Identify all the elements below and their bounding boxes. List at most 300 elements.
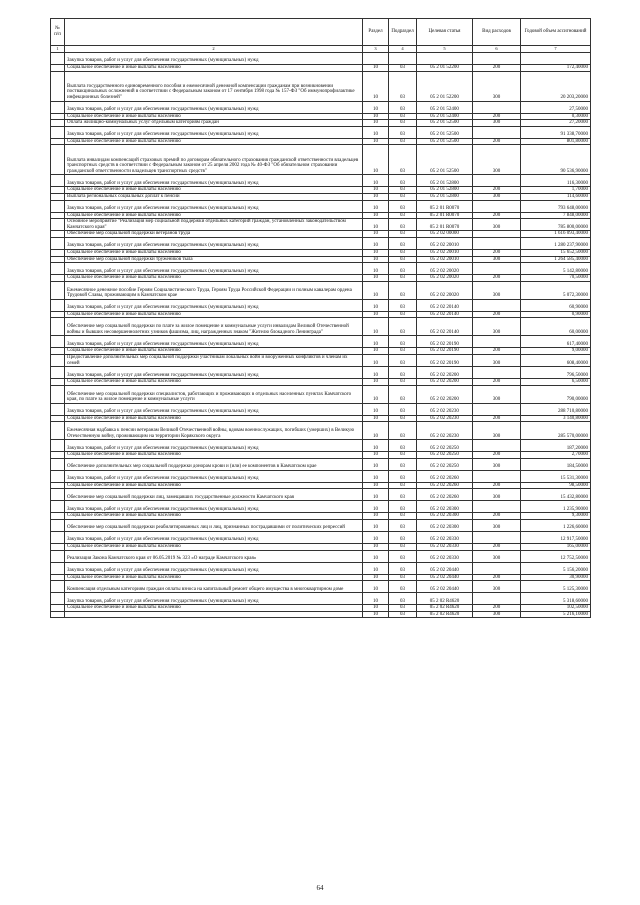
row-subsection-cell: 03 [389, 532, 417, 544]
row-target-article-cell: 05 2 02 20250 [417, 440, 473, 452]
row-subsection-cell: 03 [389, 415, 417, 422]
row-expense-type-cell: 200 [473, 113, 521, 120]
row-target-article-cell: 05 2 01 52800 [417, 193, 473, 200]
row-subsection-cell: 03 [389, 175, 417, 187]
row-amount-cell: 1 280 237,90000 [521, 237, 591, 249]
row-name-cell: Социальное обеспечение и иные выплаты населению [65, 482, 363, 489]
row-section-cell: 10 [363, 562, 389, 574]
row-number-cell [51, 65, 65, 72]
column-number: 1 [51, 46, 65, 53]
row-subsection-cell: 03 [389, 145, 417, 175]
row-expense-type-cell [473, 200, 521, 212]
row-number-cell [51, 256, 65, 263]
row-expense-type-cell [473, 403, 521, 415]
row-amount-cell: 790,00000 [521, 385, 591, 403]
table-row [51, 482, 591, 489]
row-expense-type-cell [473, 101, 521, 113]
row-target-article-cell: 05 2 02 20140 [417, 299, 473, 311]
row-name-cell: Социальное обеспечение и иные выплаты населению [65, 275, 363, 282]
row-number-cell [51, 231, 65, 238]
row-target-article-cell: 05 2 01 R0070 [417, 219, 473, 231]
row-name-cell: Закупка товаров, работ и услуг для обеспечения государственных (муниципальных) нужд [65, 237, 363, 249]
row-name-cell: Закупка товаров, работ и услуг для обеспечения государственных (муниципальных) нужд [65, 263, 363, 275]
row-section-cell: 10 [363, 145, 389, 175]
table-row [51, 175, 591, 187]
row-expense-type-cell: 300 [473, 318, 521, 336]
table-row [51, 275, 591, 282]
table-row [51, 219, 591, 231]
table-row [51, 403, 591, 415]
row-section-cell: 10 [363, 367, 389, 379]
row-section-cell: 10 [363, 120, 389, 127]
row-subsection-cell: 03 [389, 581, 417, 593]
row-subsection-cell: 03 [389, 550, 417, 562]
table-row [51, 379, 591, 386]
row-subsection-cell: 03 [389, 193, 417, 200]
row-number-cell [51, 354, 65, 366]
table-header [51, 19, 591, 53]
row-number-cell [51, 193, 65, 200]
table-row [51, 281, 591, 299]
row-name-cell: Предоставление дополнительных мер социальной поддержки участникам локальных войн и вооруженных конфликтов и членам их семей [65, 354, 363, 366]
row-amount-cell: 617,40000 [521, 336, 591, 348]
row-section-cell: 10 [363, 440, 389, 452]
row-name-cell: Социальное обеспечение и иные выплаты населению [65, 311, 363, 318]
row-section-cell: 10 [363, 187, 389, 194]
row-number-cell [51, 120, 65, 127]
row-name-cell: Закупка товаров, работ и услуг для обеспечения государственных (муниципальных) нужд [65, 440, 363, 452]
row-subsection-cell: 03 [389, 126, 417, 138]
table-row [51, 611, 591, 618]
row-amount-cell: 91 338,70000 [521, 126, 591, 138]
row-section-cell: 10 [363, 263, 389, 275]
row-expense-type-cell: 300 [473, 354, 521, 366]
table-row [51, 101, 591, 113]
table-row [51, 263, 591, 275]
row-target-article-cell: 05 2 01 52400 [417, 101, 473, 113]
row-amount-cell: 30,90000 [521, 574, 591, 581]
row-expense-type-cell [473, 126, 521, 138]
row-section-cell: 10 [363, 403, 389, 415]
row-number-cell [51, 113, 65, 120]
row-name-cell: Обеспечение дополнительных мер социальной поддержки донорам крови и (или) ее компонентов в Камчатском крае [65, 458, 363, 470]
table-row [51, 231, 591, 238]
row-subsection-cell: 03 [389, 354, 417, 366]
row-name-cell: Обеспечение мер социальной поддержки тружеников тыла [65, 256, 363, 263]
row-expense-type-cell: 300 [473, 550, 521, 562]
row-amount-cell: 793 648,00000 [521, 200, 591, 212]
row-expense-type-cell: 300 [473, 422, 521, 440]
row-section-cell: 10 [363, 605, 389, 612]
row-name-cell: Социальное обеспечение и иные выплаты населению [65, 249, 363, 256]
row-name-cell: Закупка товаров, работ и услуг для обеспечения государственных (муниципальных) нужд [65, 175, 363, 187]
row-expense-type-cell [473, 440, 521, 452]
budget-table [50, 18, 591, 618]
row-subsection-cell: 03 [389, 120, 417, 127]
row-name-cell: Социальное обеспечение и иные выплаты населению [65, 65, 363, 72]
row-expense-type-cell: 300 [473, 385, 521, 403]
row-target-article-cell: 05 2 01 52500 [417, 120, 473, 127]
row-amount-cell: 1 235,90000 [521, 501, 591, 513]
row-section-cell: 10 [363, 231, 389, 238]
row-target-article-cell: 05 2 02 20020 [417, 281, 473, 299]
row-subsection-cell: 03 [389, 440, 417, 452]
row-name-cell: Обеспечение мер социальной поддержки специалистов, работающих и проживающих в отдельных населенных пунктах Камчатского края, по плате за жилое помещение и коммунальные услуги [65, 385, 363, 403]
row-expense-type-cell: 300 [473, 193, 521, 200]
row-target-article-cell: 05 2 02 20020 [417, 263, 473, 275]
row-subsection-cell: 03 [389, 212, 417, 219]
row-expense-type-cell: 300 [473, 120, 521, 127]
row-number-cell [51, 470, 65, 482]
row-section-cell: 10 [363, 281, 389, 299]
table-row [51, 318, 591, 336]
row-expense-type-cell: 200 [473, 249, 521, 256]
row-name-cell: Закупка товаров, работ и услуг для обеспечения государственных (муниципальных) нужд [65, 593, 363, 605]
table-row [51, 385, 591, 403]
row-expense-type-cell [473, 299, 521, 311]
row-number-cell [51, 348, 65, 355]
header-name [65, 19, 363, 46]
table-row [51, 415, 591, 422]
row-subsection-cell: 03 [389, 379, 417, 386]
row-section-cell: 10 [363, 101, 389, 113]
row-subsection-cell: 03 [389, 482, 417, 489]
row-subsection-cell: 03 [389, 101, 417, 113]
row-target-article-cell: 05 2 01 52800 [417, 187, 473, 194]
row-number-cell [51, 611, 65, 618]
row-number-cell [51, 593, 65, 605]
row-target-article-cell: 05 2 02 R4620 [417, 605, 473, 612]
row-expense-type-cell: 200 [473, 65, 521, 72]
row-number-cell [51, 544, 65, 551]
row-section-cell: 10 [363, 489, 389, 501]
column-number: 5 [417, 46, 473, 53]
row-target-article-cell: 05 2 01 R0070 [417, 212, 473, 219]
row-section-cell: 10 [363, 532, 389, 544]
row-section-cell: 10 [363, 470, 389, 482]
row-section-cell: 10 [363, 138, 389, 145]
row-expense-type-cell: 200 [473, 275, 521, 282]
table-row [51, 237, 591, 249]
row-number-cell [51, 187, 65, 194]
row-section-cell: 10 [363, 354, 389, 366]
table-row [51, 113, 591, 120]
row-subsection-cell: 03 [389, 367, 417, 379]
table-row [51, 336, 591, 348]
column-number: 7 [521, 46, 591, 53]
table-row [51, 458, 591, 470]
row-number-cell [51, 336, 65, 348]
row-section-cell: 10 [363, 544, 389, 551]
table-row [51, 422, 591, 440]
row-section-cell: 10 [363, 256, 389, 263]
row-target-article-cell: 05 2 02 20230 [417, 403, 473, 415]
row-amount-cell: 70,50000 [521, 275, 591, 282]
page-number: 64 [316, 884, 324, 892]
row-target-article-cell: 05 2 01 52400 [417, 113, 473, 120]
row-number-cell [51, 175, 65, 187]
row-number-cell [51, 482, 65, 489]
row-amount-cell: 12 917,50000 [521, 532, 591, 544]
row-target-article-cell: 05 2 02 20200 [417, 379, 473, 386]
row-name-cell: Основное мероприятие "Реализация мер социальной поддержки отдельных категорий граждан, установленных законодательством Камчатского края" [65, 219, 363, 231]
row-name-cell: Закупка товаров, работ и услуг для обеспечения государственных (муниципальных) нужд [65, 53, 363, 65]
row-expense-type-cell: 200 [473, 348, 521, 355]
row-number-cell [51, 237, 65, 249]
row-subsection-cell: 03 [389, 256, 417, 263]
row-target-article-cell: 05 2 02 20140 [417, 311, 473, 318]
row-number-cell [51, 574, 65, 581]
table-row [51, 489, 591, 501]
row-subsection-cell: 03 [389, 452, 417, 459]
row-number-cell [51, 71, 65, 101]
row-name-cell: Закупка товаров, работ и услуг для обеспечения государственных (муниципальных) нужд [65, 501, 363, 513]
row-amount-cell: 288 710,80000 [521, 403, 591, 415]
row-amount-cell: 7 848,00000 [521, 212, 591, 219]
row-expense-type-cell: 200 [473, 138, 521, 145]
row-name-cell: Социальное обеспечение и иные выплаты населению [65, 348, 363, 355]
row-subsection-cell: 03 [389, 187, 417, 194]
row-number-cell [51, 138, 65, 145]
header-subsection: Подраздел [389, 19, 417, 46]
table-row [51, 520, 591, 532]
row-target-article-cell: 05 2 02 20440 [417, 581, 473, 593]
row-expense-type-cell: 300 [473, 611, 521, 618]
row-target-article-cell: 05 2 02 20330 [417, 544, 473, 551]
row-section-cell: 10 [363, 581, 389, 593]
row-expense-type-cell: 200 [473, 605, 521, 612]
row-expense-type-cell [473, 532, 521, 544]
row-subsection-cell: 03 [389, 299, 417, 311]
row-section-cell: 10 [363, 501, 389, 513]
row-target-article-cell: 05 2 01 R0070 [417, 200, 473, 212]
table-row [51, 440, 591, 452]
row-target-article-cell [417, 53, 473, 65]
row-subsection-cell: 03 [389, 113, 417, 120]
row-subsection-cell: 03 [389, 318, 417, 336]
row-subsection-cell: 03 [389, 336, 417, 348]
row-name-cell: Обеспечение мер социальной поддержки по плате за жилое помещение и коммунальные услуги инвалидам Великой Отечественной войны и бывших несовершеннолетних узников фашизма, лиц, награжденных знаком "Жителю блокадного Ленинграда" [65, 318, 363, 336]
row-number-cell [51, 605, 65, 612]
row-target-article-cell: 05 2 02 20010 [417, 237, 473, 249]
table-row [51, 562, 591, 574]
row-target-article-cell: 05 2 02 20190 [417, 348, 473, 355]
table-row [51, 354, 591, 366]
header-target-article: Целевая статья [417, 19, 473, 46]
row-subsection-cell: 03 [389, 458, 417, 470]
row-amount-cell: 60,90000 [521, 299, 591, 311]
table-row [51, 187, 591, 194]
row-number-cell [51, 263, 65, 275]
row-subsection-cell: 03 [389, 422, 417, 440]
row-expense-type-cell: 200 [473, 379, 521, 386]
row-section-cell: 10 [363, 299, 389, 311]
row-expense-type-cell: 200 [473, 311, 521, 318]
row-amount-cell: 6,50000 [521, 379, 591, 386]
row-target-article-cell: 05 2 02 20300 [417, 501, 473, 513]
row-expense-type-cell: 200 [473, 187, 521, 194]
table-row [51, 53, 591, 65]
row-section-cell: 10 [363, 415, 389, 422]
row-name-cell: Социальное обеспечение и иные выплаты населению [65, 415, 363, 422]
table-row [51, 593, 591, 605]
row-name-cell: Закупка товаров, работ и услуг для обеспечения государственных (муниципальных) нужд [65, 562, 363, 574]
table-row [51, 470, 591, 482]
row-target-article-cell: 05 2 02 20260 [417, 482, 473, 489]
row-subsection-cell: 03 [389, 311, 417, 318]
row-subsection-cell: 03 [389, 219, 417, 231]
row-section-cell: 10 [363, 318, 389, 336]
row-number-cell [51, 145, 65, 175]
row-name-cell: Обеспечение мер социальной поддержки реабилитированных лиц и лиц, признанных пострадавшими от политических репрессий [65, 520, 363, 532]
row-target-article-cell: 05 2 02 20140 [417, 318, 473, 336]
row-subsection-cell: 03 [389, 605, 417, 612]
row-amount-cell: 15 432,80000 [521, 489, 591, 501]
row-target-article-cell: 05 2 02 20330 [417, 532, 473, 544]
row-amount-cell: 5 216,10000 [521, 611, 591, 618]
row-name-cell: Выплата государственного единовременного пособия и ежемесячной денежной компенсации гражданам при возникновении поствакцинальных осложнений в соответствии с Федеральным законом от 17 сентября 1998 года № 157-ФЗ "Об иммунопрофилактике инфекционных болезней" [65, 71, 363, 101]
table-row [51, 367, 591, 379]
row-section-cell: 10 [363, 593, 389, 605]
row-section-cell: 10 [363, 482, 389, 489]
row-subsection-cell: 03 [389, 403, 417, 415]
row-name-cell: Социальное обеспечение и иные выплаты населению [65, 187, 363, 194]
row-number-cell [51, 219, 65, 231]
header-expense-type: Вид расходов [473, 19, 521, 46]
row-name-cell: Социальное обеспечение и иные выплаты населению [65, 544, 363, 551]
row-name-cell: Закупка товаров, работ и услуг для обеспечения государственных (муниципальных) нужд [65, 101, 363, 113]
row-number-cell [51, 501, 65, 513]
row-expense-type-cell [473, 593, 521, 605]
table-row [51, 605, 591, 612]
row-section-cell: 10 [363, 550, 389, 562]
row-section-cell: 10 [363, 348, 389, 355]
row-subsection-cell: 03 [389, 275, 417, 282]
row-section-cell: 10 [363, 513, 389, 520]
row-amount-cell: 20 203,20000 [521, 71, 591, 101]
column-number: 2 [65, 46, 363, 53]
row-expense-type-cell: 200 [473, 212, 521, 219]
row-amount-cell: 285 570,00000 [521, 422, 591, 440]
row-name-cell: Обеспечение мер социальной поддержки ветеранов труда [65, 231, 363, 238]
row-number-cell [51, 318, 65, 336]
row-section-cell [363, 53, 389, 65]
row-amount-cell: 796,50000 [521, 367, 591, 379]
row-expense-type-cell: 200 [473, 544, 521, 551]
table-row [51, 249, 591, 256]
row-subsection-cell: 03 [389, 263, 417, 275]
row-expense-type-cell: 300 [473, 219, 521, 231]
row-name-cell: Реализация Закона Камчатского края от 06.05.2019 № 323 «О награде Камчатского края» [65, 550, 363, 562]
row-number-cell [51, 520, 65, 532]
row-section-cell: 10 [363, 212, 389, 219]
table-row [51, 65, 591, 72]
row-target-article-cell: 05 2 02 20200 [417, 367, 473, 379]
row-section-cell: 10 [363, 458, 389, 470]
row-amount-cell: 60,00000 [521, 318, 591, 336]
table-row [51, 348, 591, 355]
row-number-cell [51, 281, 65, 299]
row-section-cell: 10 [363, 611, 389, 618]
row-subsection-cell: 03 [389, 501, 417, 513]
row-amount-cell: 27,20000 [521, 120, 591, 127]
table-row [51, 126, 591, 138]
row-target-article-cell: 05 2 02 20250 [417, 458, 473, 470]
row-expense-type-cell: 300 [473, 489, 521, 501]
row-name-cell: Закупка товаров, работ и услуг для обеспечения государственных (муниципальных) нужд [65, 200, 363, 212]
row-target-article-cell: 05 2 02 20260 [417, 470, 473, 482]
row-section-cell: 10 [363, 385, 389, 403]
row-section-cell: 10 [363, 422, 389, 440]
column-number: 6 [473, 46, 521, 53]
row-amount-cell: 184,50000 [521, 458, 591, 470]
row-section-cell: 10 [363, 275, 389, 282]
row-amount-cell: 608,40000 [521, 354, 591, 366]
row-expense-type-cell [473, 231, 521, 238]
row-expense-type-cell [473, 53, 521, 65]
row-name-cell: Закупка товаров, работ и услуг для обеспечения государственных (муниципальных) нужд [65, 470, 363, 482]
row-subsection-cell: 03 [389, 71, 417, 101]
row-amount-cell [521, 53, 591, 65]
row-amount-cell: 114,60000 [521, 193, 591, 200]
row-target-article-cell: 05 2 02 20230 [417, 415, 473, 422]
row-expense-type-cell: 300 [473, 256, 521, 263]
row-name-cell: Социальное обеспечение и иные выплаты населению [65, 513, 363, 520]
row-target-article-cell: 05 2 02 R4620 [417, 593, 473, 605]
row-subsection-cell: 03 [389, 138, 417, 145]
column-number: 3 [363, 46, 389, 53]
row-amount-cell: 2,70000 [521, 452, 591, 459]
row-number-cell [51, 415, 65, 422]
table-row [51, 299, 591, 311]
row-amount-cell: 27,50000 [521, 101, 591, 113]
row-number-cell [51, 311, 65, 318]
row-name-cell [65, 611, 363, 618]
row-number-cell [51, 452, 65, 459]
table-row [51, 256, 591, 263]
row-amount-cell: 1 616 093,40000 [521, 231, 591, 238]
header-number: № п/п [51, 19, 65, 46]
row-target-article-cell: 05 2 02 20010 [417, 256, 473, 263]
row-number-cell [51, 212, 65, 219]
row-amount-cell: 172,40000 [521, 65, 591, 72]
row-expense-type-cell: 300 [473, 520, 521, 532]
row-subsection-cell: 03 [389, 65, 417, 72]
table-row [51, 532, 591, 544]
row-number-cell [51, 403, 65, 415]
row-expense-type-cell: 200 [473, 574, 521, 581]
row-subsection-cell: 03 [389, 249, 417, 256]
row-expense-type-cell: 300 [473, 71, 521, 101]
row-amount-cell: 801,80000 [521, 138, 591, 145]
row-name-cell: Закупка товаров, работ и услуг для обеспечения государственных (муниципальных) нужд [65, 126, 363, 138]
row-section-cell: 10 [363, 311, 389, 318]
row-section-cell: 10 [363, 237, 389, 249]
row-name-cell: Обеспечение мер социальной поддержки лиц, замещавших государственные должности Камчатского края [65, 489, 363, 501]
table-row [51, 513, 591, 520]
row-amount-cell: 15 531,30000 [521, 470, 591, 482]
row-amount-cell: 102,50000 [521, 605, 591, 612]
row-target-article-cell: 05 2 02 20190 [417, 336, 473, 348]
row-number-cell [51, 367, 65, 379]
row-expense-type-cell: 300 [473, 145, 521, 175]
row-number-cell [51, 385, 65, 403]
row-expense-type-cell: 200 [473, 452, 521, 459]
row-amount-cell: 90 536,90000 [521, 145, 591, 175]
row-number-cell [51, 249, 65, 256]
row-subsection-cell: 03 [389, 281, 417, 299]
row-amount-cell: 5 125,30000 [521, 581, 591, 593]
